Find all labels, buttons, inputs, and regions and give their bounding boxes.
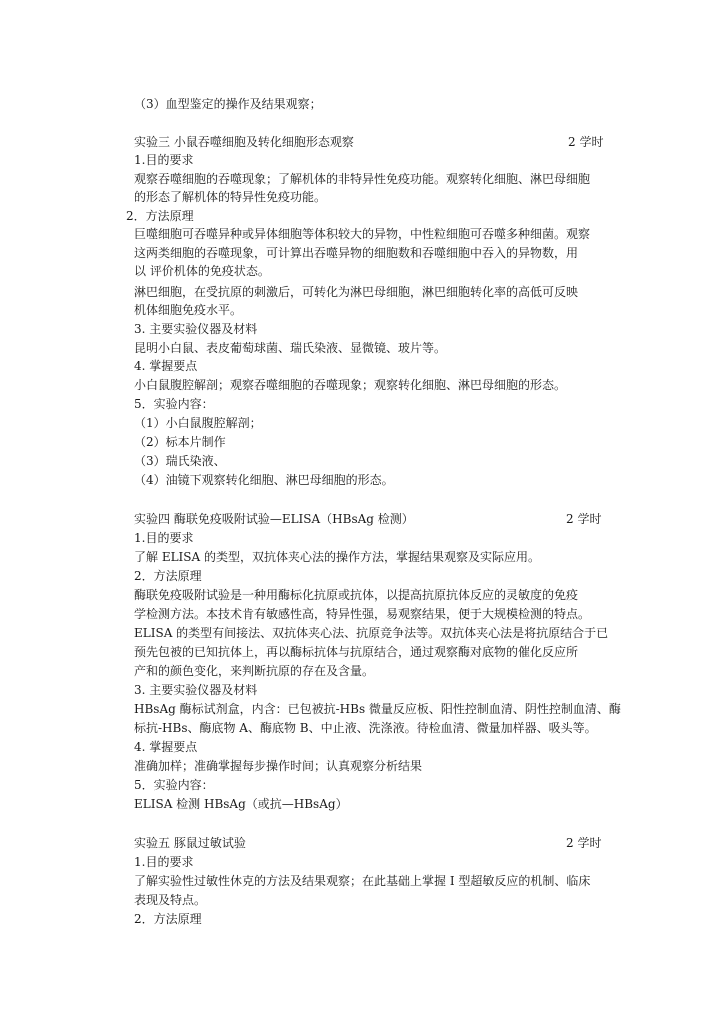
text-line: 的形态了解机体的特异性免疫功能。 bbox=[134, 190, 327, 204]
section-heading-exp3: 实验三 小鼠吞噬细胞及转化细胞形态观察 bbox=[134, 135, 354, 149]
text-line: 酶联免疫吸附试验是一种用酶标化抗原或抗体，以提高抗原抗体反应的灵敏度的免疫 bbox=[134, 588, 579, 602]
text-line: 5．实验内容： bbox=[134, 397, 214, 411]
text-line: （3）瑞氏染液、 bbox=[134, 454, 226, 468]
text-line: 1.目的要求 bbox=[134, 531, 194, 545]
text-line: ELISA 检测 HBsAg（或抗—HBsAg） bbox=[134, 797, 348, 811]
text-line: 5．实验内容： bbox=[134, 778, 214, 792]
text-line: （1）小白鼠腹腔解剖； bbox=[134, 416, 262, 430]
text-line: 昆明小白鼠、表皮葡萄球菌、瑞氏染液、显微镜、玻片等。 bbox=[134, 341, 447, 355]
text-line: 3. 主要实验仪器及材料 bbox=[134, 683, 258, 697]
text-line: 这两类细胞的吞噬现象，可计算出吞噬异物的细胞数和吞噬细胞中吞入的异物数，用 bbox=[134, 246, 579, 260]
text-line: 3. 主要实验仪器及材料 bbox=[134, 322, 258, 336]
text-line: ELISA 的类型有间接法、双抗体夹心法、抗原竞争法等。双抗体夹心法是将抗原结合于已 bbox=[134, 626, 609, 640]
text-line: 淋巴细胞，在受抗原的刺激后，可转化为淋巴母细胞，淋巴细胞转化率的高低可反映 bbox=[134, 285, 579, 299]
text-line: 4. 掌握要点 bbox=[134, 740, 198, 754]
text-line: 预先包被的已知抗体上，再以酶标抗体与抗原结合，通过观察酶对底物的催化反应所 bbox=[134, 645, 579, 659]
text-line: 表现及特点。 bbox=[134, 893, 207, 907]
text-line: 2．方法原理 bbox=[126, 209, 194, 223]
text-line: 2．方法原理 bbox=[134, 912, 202, 926]
text-line: 以 评价机体的免疫状态。 bbox=[134, 264, 270, 278]
text-line: （4）油镜下观察转化细胞、淋巴母细胞的形态。 bbox=[134, 473, 394, 487]
text-line: HBsAg 酶标试剂盒，内含：已包被抗-HBs 微量反应板、阳性控制血清、阴性控制血清、酶 bbox=[134, 702, 621, 716]
text-line: 巨噬细胞可吞噬异种或异体细胞等体积较大的异物，中性粒细胞可吞噬多种细菌。观察 bbox=[134, 227, 591, 241]
text-line: （2）标本片制作 bbox=[134, 435, 226, 449]
hours-label-exp4: 2 学时 bbox=[566, 512, 602, 526]
text-line: 了解 ELISA 的类型，双抗体夹心法的操作方法，掌握结果观察及实际应用。 bbox=[134, 550, 540, 564]
text-line: 产和的颜色变化，来判断抗原的存在及含量。 bbox=[134, 664, 375, 678]
text-line: 学检测方法。本技术肯有敏感性高，特异性强，易观察结果，便于大规模检测的特点。 bbox=[134, 607, 591, 621]
text-line: 了解实验性过敏性休克的方法及结果观察；在此基础上掌握 I 型超敏反应的机制、临床 bbox=[134, 874, 591, 888]
text-line: 1.目的要求 bbox=[134, 153, 194, 167]
hours-label-exp3: 2 学时 bbox=[568, 135, 604, 149]
hours-label-exp5: 2 学时 bbox=[566, 836, 602, 850]
section-heading-exp4: 实验四 酶联免疫吸附试验—ELISA（HBsAg 检测） bbox=[134, 512, 414, 526]
text-line: 准确加样；准确掌握每步操作时间；认真观察分析结果 bbox=[134, 759, 423, 773]
text-line: 机体细胞免疫水平。 bbox=[134, 303, 243, 317]
text-line: 4. 掌握要点 bbox=[134, 359, 198, 373]
text-line: 小白鼠腹腔解剖；观察吞噬细胞的吞噬现象；观察转化细胞、淋巴母细胞的形态。 bbox=[134, 378, 567, 392]
text-line: 观察吞噬细胞的吞噬现象；了解机体的非特异性免疫功能。观察转化细胞、淋巴母细胞 bbox=[134, 172, 591, 186]
text-line: 2．方法原理 bbox=[134, 569, 202, 583]
section-heading-exp5: 实验五 豚鼠过敏试验 bbox=[134, 836, 246, 850]
text-line: 标抗-HBs、酶底物 A、酶底物 B、中止液、洗涤液。待检血清、微量加样器、吸头等。 bbox=[134, 721, 597, 735]
text-line: 1.目的要求 bbox=[134, 855, 194, 869]
text-line: （3）血型鉴定的操作及结果观察； bbox=[134, 97, 322, 111]
